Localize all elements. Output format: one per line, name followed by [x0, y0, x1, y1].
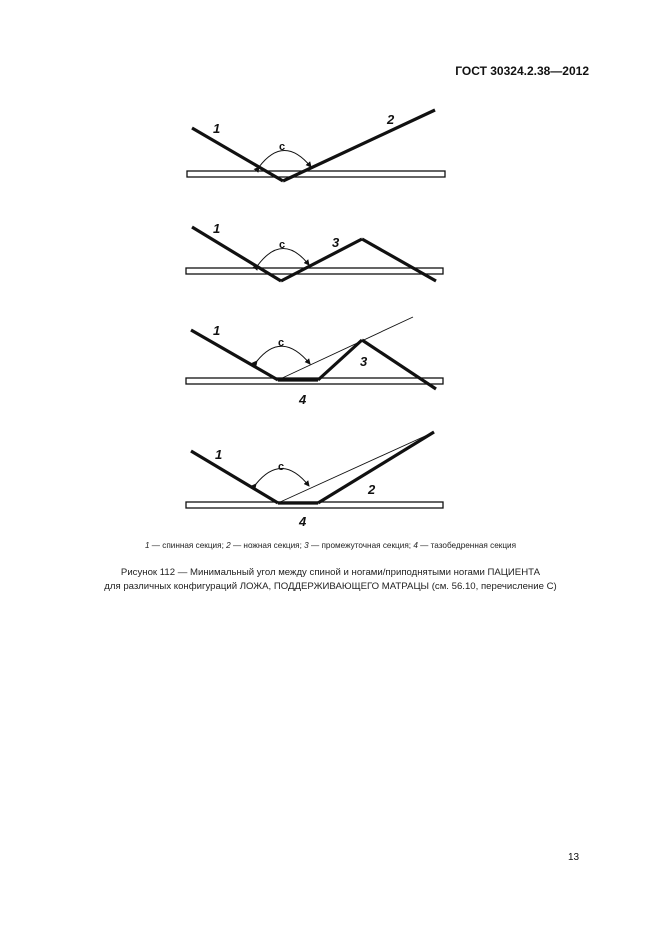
label-leg-section: 2: [387, 112, 395, 127]
label-angle: c: [278, 461, 285, 473]
reference-line: [278, 432, 434, 503]
legend-key-2: 2: [226, 541, 231, 550]
back-section-line: [191, 451, 278, 503]
label-back-section: 1: [213, 323, 221, 338]
leg-section-line: [362, 239, 436, 281]
page-number: 13: [568, 852, 580, 863]
label-angle: c: [278, 337, 285, 349]
label-angle: c: [279, 239, 286, 251]
legend-key-3: 3: [304, 541, 309, 550]
caption-line-2: для различных конфигураций ЛОЖА, ПОДДЕРЖИВАЮЩЕГО МАТРАЦЫ (см. 56.10, перечисление С): [104, 581, 557, 592]
legend-text-3: — промежуточная секция;: [308, 541, 414, 550]
label-leg-section: 2: [368, 482, 376, 497]
label-hip-section: 4: [299, 514, 307, 529]
label-hip-section: 4: [299, 392, 307, 407]
leg-section-line: [318, 432, 434, 503]
configuration-1: [187, 110, 445, 181]
label-back-section: 1: [215, 447, 223, 462]
bed-base: [187, 171, 445, 177]
figure-caption: [0, 566, 661, 594]
label-angle: c: [279, 141, 286, 153]
document-header: ГОСТ 30324.2.38—2012: [455, 64, 589, 78]
reference-line: [278, 317, 413, 380]
configuration-2: [186, 221, 443, 281]
figure-legend: [0, 541, 661, 550]
label-back-section: 1: [213, 221, 221, 236]
configuration-3: [186, 317, 443, 407]
label-intermediate-section: 3: [332, 235, 340, 250]
configuration-4: [186, 432, 443, 529]
legend-text-1: — спинная секция;: [149, 541, 227, 550]
legend-key-4: 4: [413, 541, 418, 550]
intermediate-section-line: [281, 239, 362, 281]
caption-line-1: Рисунок 112 — Минимальный угол между спиной и ногами/приподнятыми ногами ПАЦИЕНТА: [120, 567, 541, 578]
label-intermediate-section: 3: [360, 354, 368, 369]
intermediate-section-line: [318, 340, 362, 380]
legend-key-1: 1: [144, 541, 150, 550]
legend-text-4: — тазобедренная секция: [417, 541, 517, 550]
back-section-line: [191, 330, 278, 380]
label-back-section: 1: [213, 121, 221, 136]
legend-text-2: — ножная секция;: [230, 541, 305, 550]
bed-base: [186, 268, 443, 274]
